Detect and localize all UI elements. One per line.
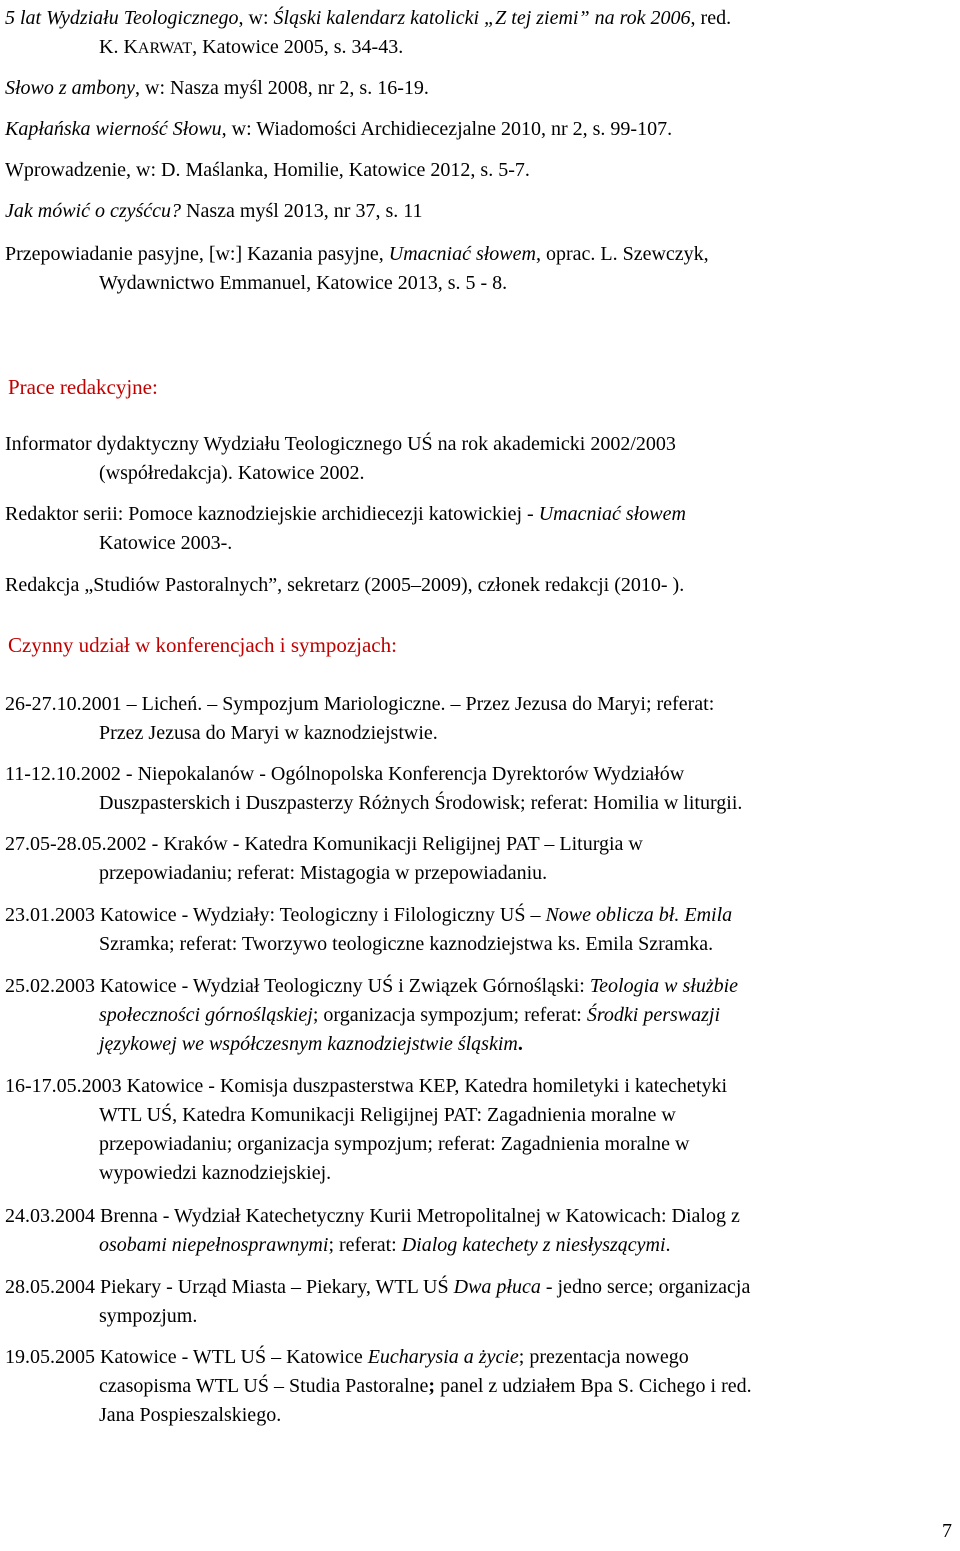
editorial-entry: Informator dydaktyczny Wydziału Teologicznego UŚ na rok akademicki 2002/2003 (współredakcja). Katowice 2002.: [5, 433, 676, 484]
publication-entry: Słowo z ambony, w: Nasza myśl 2008, nr 2, s. 16-19.: [5, 77, 429, 99]
editorial-entry: Redakcja „Studiów Pastoralnych”, sekretarz (2005–2009), członek redakcji (2010- ).: [5, 574, 685, 596]
page-number: 7: [942, 1520, 952, 1542]
conference-entry: 23.01.2003 Katowice - Wydziały: Teologiczny i Filologiczny UŚ – Nowe oblicza bł. Emila Szramka; referat: Tworzywo teologiczne kaznodziejstwa ks. Emila Szramka.: [5, 904, 733, 955]
conference-entry: 25.02.2003 Katowice - Wydział Teologiczny UŚ i Związek Górnośląski: Teologia w służbie społeczności górnośląskiej; organizacja sympozjum; referat: Środki perswazji językowej we współczesnym kaznodziejstwie śląskim.: [5, 975, 739, 1055]
conference-entry: 24.03.2004 Brenna - Wydział Katechetyczny Kurii Metropolitalnej w Katowicach: Dialog z osobami niepełnosprawnymi; referat: Dialog katechety z niesłyszącymi.: [5, 1205, 740, 1256]
conference-entry: 26-27.10.2001 – Licheń. – Sympozjum Mariologiczne. – Przez Jezusa do Maryi; referat: Przez Jezusa do Maryi w kaznodziejstwie.: [5, 693, 715, 744]
publication-entry: Kapłańska wierność Słowu, w: Wiadomości Archidiecezjalne 2010, nr 2, s. 99-107.: [5, 118, 673, 140]
conference-entry: 28.05.2004 Piekary - Urząd Miasta – Piekary, WTL UŚ Dwa płuca - jedno serce; organizacja sympozjum.: [5, 1276, 751, 1327]
publication-entry: Wprowadzenie, w: D. Maślanka, Homilie, Katowice 2012, s. 5-7.: [5, 159, 530, 181]
conference-entry: 16-17.05.2003 Katowice - Komisja duszpasterstwa KEP, Katedra homiletyki i katechetyki WTL UŚ, Katedra Komunikacji Religijnej PAT: Zagadnienia moralne w przepowiadaniu; organizacja sympozjum; referat: Zagadnienia moralne w wypowiedzi kaznodziejskiej.: [5, 1075, 728, 1184]
conference-entry: 27.05-28.05.2002 - Kraków - Katedra Komunikacji Religijnej PAT – Liturgia w przepowiadaniu; referat: Mistagogia w przepowiadaniu.: [5, 833, 643, 884]
conference-entry: 19.05.2005 Katowice - WTL UŚ – Katowice Eucharysia a życie; prezentacja nowego czasopisma WTL UŚ – Studia Pastoralne; panel z udziałem Bpa S. Cichego i red. Jana Pospieszalskiego.: [5, 1346, 752, 1426]
publication-entry: Jak mówić o czyśćcu? Nasza myśl 2013, nr 37, s. 11: [5, 200, 423, 222]
publication-entry: Przepowiadanie pasyjne, [w:] Kazania pasyjne, Umacniać słowem, oprac. L. Szewczyk, Wydawnictwo Emmanuel, Katowice 2013, s. 5 - 8.: [5, 243, 709, 294]
section-heading-editorial: Prace redakcyjne:: [8, 375, 158, 399]
editorial-entry: Redaktor serii: Pomoce kaznodziejskie archidiecezji katowickiej - Umacniać słowem Katowice 2003-.: [5, 503, 686, 554]
section-heading-conferences: Czynny udział w konferencjach i sympozjach:: [8, 633, 397, 657]
conference-entry: 11-12.10.2002 - Niepokalanów - Ogólnopolska Konferencja Dyrektorów Wydziałów Duszpasterskich i Duszpasterzy Różnych Środowisk; referat: Homilia w liturgii.: [5, 763, 743, 814]
publication-entry: 5 lat Wydziału Teologicznego, w: Śląski kalendarz katolicki „Z tej ziemi” na rok 2006, red. K. KARWAT, Katowice 2005, s. 34-43.: [5, 7, 732, 58]
